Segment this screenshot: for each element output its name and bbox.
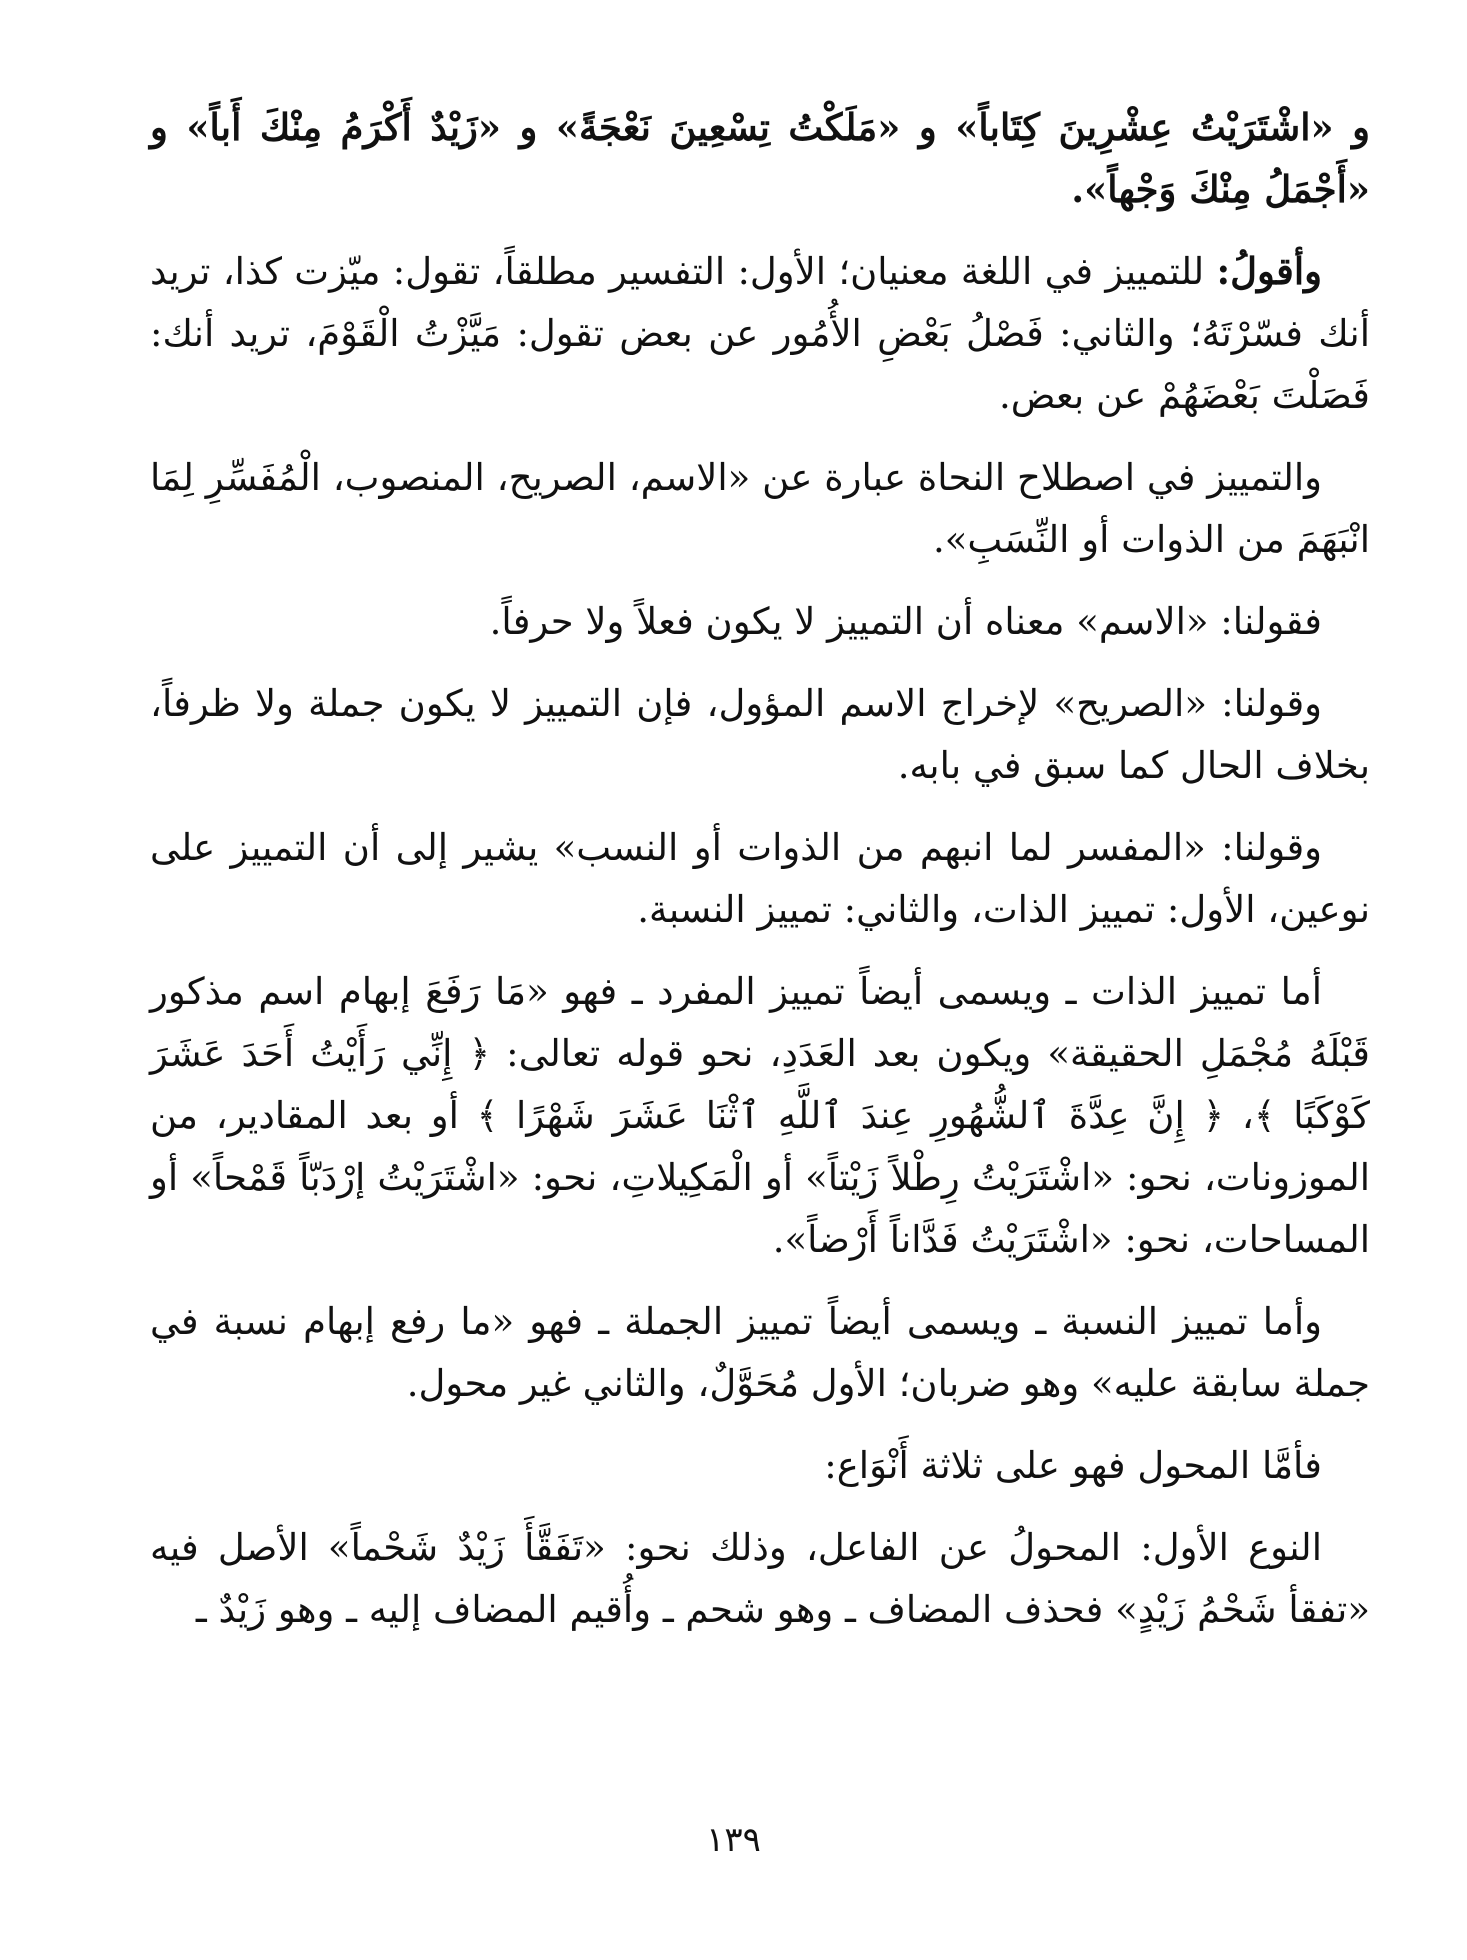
paragraph-10 <box>150 1517 1370 1641</box>
paragraph-6 <box>150 817 1370 941</box>
paragraph-5-text: وقولنا: «الصريح» لإخراج الاسم المؤول، فإن التمييز لا يكون جملة ولا ظرفاً، بخلاف الحال كما سبق في بابه. <box>150 682 1370 787</box>
paragraph-6-text: وقولنا: «المفسر لما انبهم من الذوات أو النسب» يشير إلى أن التمييز على نوعين، الأول: تمييز الذات، والثاني: تمييز النسبة. <box>150 826 1370 931</box>
paragraph-10-text: النوع الأول: المحولُ عن الفاعل، وذلك نحو: «تَفَقَّأَ زَيْدٌ شَحْماً» الأصل فيه «تفقأ شَحْمُ زَيْدٍ» فحذف المضاف ـ وهو شحم ـ وأُقيم المضاف إليه ـ وهو زَيْدٌ ـ <box>150 1526 1370 1631</box>
paragraph-8 <box>150 1291 1370 1415</box>
paragraph-2 <box>150 240 1370 427</box>
paragraph-1-text: و «اشْتَرَيْتُ عِشْرِينَ كِتَاباً» و «مَلَكْتُ تِسْعِينَ نَعْجَةً» و «زَيْدٌ أَكْرَمُ مِنْكَ أَباً» و «أَجْمَلُ مِنْكَ وَجْهاً». <box>150 105 1370 211</box>
paragraph-7 <box>150 961 1370 1271</box>
page-number: ١٣٩ <box>706 1820 761 1860</box>
paragraph-1 <box>150 96 1370 220</box>
paragraph-2-lead: وأقولُ: <box>1216 249 1322 293</box>
paragraph-8-text: وأما تمييز النسبة ـ ويسمى أيضاً تمييز الجملة ـ فهو «ما رفع إبهام نسبة في جملة سابقة عليه» وهو ضربان؛ الأول مُحَوَّلٌ، والثاني غير محول. <box>150 1300 1370 1405</box>
paragraph-7-text: أما تمييز الذات ـ ويسمى أيضاً تمييز المفرد ـ فهو «مَا رَفَعَ إبهام اسم مذكور قَبْلَهُ مُجْمَلِ الحقيقة» ويكون بعد العَدَدِ، نحو قوله تعالى: ﴿ إِنِّي رَأَيْتُ أَحَدَ عَشَرَ كَوْكَبًا ﴾، ﴿ إِنَّ عِدَّةَ ٱلشُّهُورِ عِندَ ٱللَّهِ ٱثْنَا عَشَرَ شَهْرًا ﴾ أو بعد المقادير، من الموزونات، نحو: «اشْتَرَيْتُ رِطْلاً زَيْتاً» أو الْمَكِيلاتِ، نحو: «اشْتَرَيْتُ إرْدَبّاً قَمْحاً» أو المساحات، نحو: «اشْتَرَيْتُ فَدَّاناً أَرْضاً». <box>150 970 1370 1261</box>
paragraph-4 <box>150 591 1370 653</box>
paragraph-5 <box>150 673 1370 797</box>
paragraph-3 <box>150 447 1370 571</box>
paragraph-9 <box>150 1435 1370 1497</box>
paragraph-3-text: والتمييز في اصطلاح النحاة عبارة عن «الاسم، الصريح، المنصوب، الْمُفَسِّرِ لِمَا انْبَهَمَ من الذوات أو النِّسَبِ». <box>150 456 1370 561</box>
paragraph-4-text: فقولنا: «الاسم» معناه أن التمييز لا يكون فعلاً ولا حرفاً. <box>489 600 1322 643</box>
page-body <box>150 96 1370 1661</box>
paragraph-2-text: للتمييز في اللغة معنيان؛ الأول: التفسير مطلقاً، تقول: ميّزت كذا، تريد أنك فسّرْتَهُ؛ والثاني: فَصْلُ بَعْضِ الأُمُور عن بعض تقول: مَيَّزْتُ الْقَوْمَ، تريد أنك: فَصَلْتَ بَعْضَهُمْ عن بعض. <box>150 250 1370 417</box>
paragraph-9-text: فأمَّا المحول فهو على ثلاثة أَنْوَاع: <box>824 1444 1322 1487</box>
